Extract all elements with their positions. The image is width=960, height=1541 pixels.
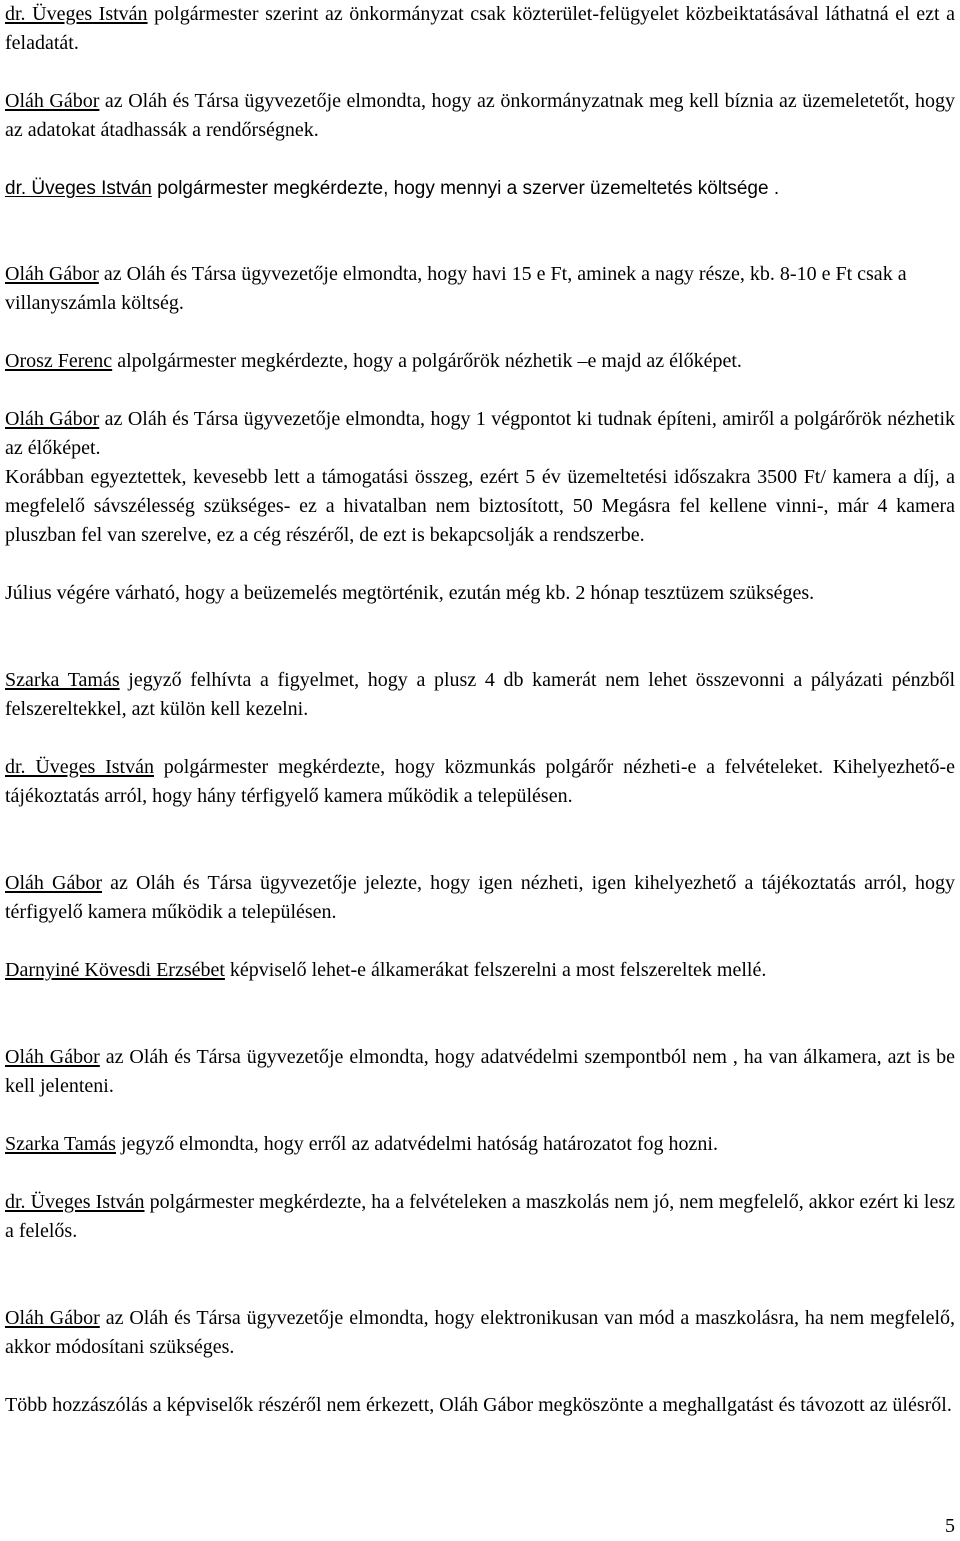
- paragraph-text: alpolgármester megkérdezte, hogy a polgárőrök nézhetik –e majd az élőképet.: [112, 350, 742, 372]
- paragraph-text: az Oláh és Társa ügyvezetője elmondta, hogy havi 15 e Ft, aminek a nagy része, kb. 8-10 e Ft csak a villanyszámla költség.: [5, 263, 907, 314]
- paragraph: [5, 87, 955, 145]
- paragraph-text: az Oláh és Társa ügyvezetője jelezte, hogy igen nézheti, igen kihelyezhető a tájékoztatás arról, hogy térfigyelő kamera működik a településen.: [5, 872, 955, 923]
- speaker-name: dr. Üveges István: [5, 756, 154, 778]
- speaker-name: dr. Üveges István: [5, 1191, 145, 1213]
- paragraph: [5, 347, 955, 376]
- paragraph: [5, 1043, 955, 1101]
- speaker-name: Oláh Gábor: [5, 408, 100, 430]
- speaker-name: Darnyiné Kövesdi Erzsébet: [5, 959, 225, 981]
- paragraph: [5, 1391, 955, 1420]
- paragraph-text: Korábban egyeztettek, kevesebb lett a támogatási összeg, ezért 5 év üzemeltetési időszakra 3500 Ft/ kamera a díj, a megfelelő sávszélesség szükséges- ez a hivatalban nem biztosított, 50 Megásra fel kellene vinni-, már 4 kamera pluszban fel van szerelve, ez a cég részéről, de ezt is bekapcsolják a rendszerbe.: [5, 466, 955, 546]
- paragraph: [5, 666, 955, 724]
- speaker-name: Oláh Gábor: [5, 263, 99, 285]
- paragraph: [5, 1188, 955, 1246]
- speaker-name: Oláh Gábor: [5, 1046, 100, 1068]
- paragraph-text: polgármester megkérdezte, ha a felvételeken a maszkolás nem jó, nem megfelelő, akkor ezért ki lesz a felelős.: [5, 1191, 955, 1242]
- paragraph-text: polgármester szerint az önkormányzat csak közterület-felügyelet közbeiktatásával láthatná el ezt a feladatát.: [5, 3, 956, 54]
- paragraph: [5, 579, 955, 608]
- paragraph: [5, 405, 955, 463]
- paragraph-text: az Oláh és Társa ügyvezetője elmondta, hogy az önkormányzatnak meg kell bíznia az üzemeletetőt, hogy az adatokat átadhassák a rendőrségnek.: [5, 90, 955, 141]
- paragraph-text: polgármester megkérdezte, hogy mennyi a szerver üzemeltetés költsége .: [151, 178, 780, 199]
- speaker-name: Orosz Ferenc: [5, 350, 113, 372]
- paragraph: [5, 0, 955, 58]
- paragraph-text: polgármester megkérdezte, hogy közmunkás polgárőr nézheti-e a felvételeket. Kihelyezhető-e tájékoztatás arról, hogy hány térfigyelő kamera működik a településen.: [5, 756, 956, 807]
- paragraph: [5, 753, 955, 811]
- speaker-name: Oláh Gábor: [5, 872, 102, 894]
- page-number: 5: [945, 1515, 955, 1537]
- speaker-name: Szarka Tamás: [5, 669, 120, 691]
- paragraph: [5, 1304, 955, 1362]
- paragraph-text: az Oláh és Társa ügyvezetője elmondta, hogy 1 végpontot ki tudnak építeni, amiről a polgárőrök nézhetik az élőképet.: [5, 408, 956, 459]
- speaker-name: Szarka Tamás: [5, 1133, 116, 1155]
- speaker-name: dr. Üveges István: [5, 3, 148, 25]
- paragraph: [5, 174, 955, 203]
- paragraph-text: Több hozzászólás a képviselők részéről nem érkezett, Oláh Gábor megköszönte a meghallgatást és távozott az ülésről.: [5, 1394, 952, 1416]
- paragraph: [5, 1130, 955, 1159]
- speaker-name: Oláh Gábor: [5, 90, 100, 112]
- speaker-name: Oláh Gábor: [5, 1307, 100, 1329]
- paragraph-text: jegyző elmondta, hogy erről az adatvédelmi hatóság határozatot fog hozni.: [115, 1133, 718, 1155]
- paragraph: [5, 260, 955, 318]
- paragraph-text: az Oláh és Társa ügyvezetője elmondta, hogy adatvédelmi szempontból nem , ha van álkamera, azt is be kell jelenteni.: [5, 1046, 956, 1097]
- paragraph-text: képviselő lehet-e álkamerákat felszerelni a most felszereltek mellé.: [224, 959, 767, 981]
- paragraph-text: jegyző felhívta a figyelmet, hogy a plusz 4 db kamerát nem lehet összevonni a pályázati pénzből felszereltekkel, azt külön kell kezelni.: [5, 669, 956, 720]
- paragraph-text: az Oláh és Társa ügyvezetője elmondta, hogy elektronikusan van mód a maszkolásra, ha nem megfelelő, akkor módosítani szükséges.: [5, 1307, 956, 1358]
- speaker-name: dr. Üveges István: [5, 178, 152, 199]
- paragraph: [5, 956, 955, 985]
- paragraph-text: Július végére várható, hogy a beüzemelés megtörténik, ezután még kb. 2 hónap tesztüzem szükséges.: [5, 582, 815, 604]
- paragraph: [5, 869, 955, 927]
- paragraph: [5, 463, 955, 550]
